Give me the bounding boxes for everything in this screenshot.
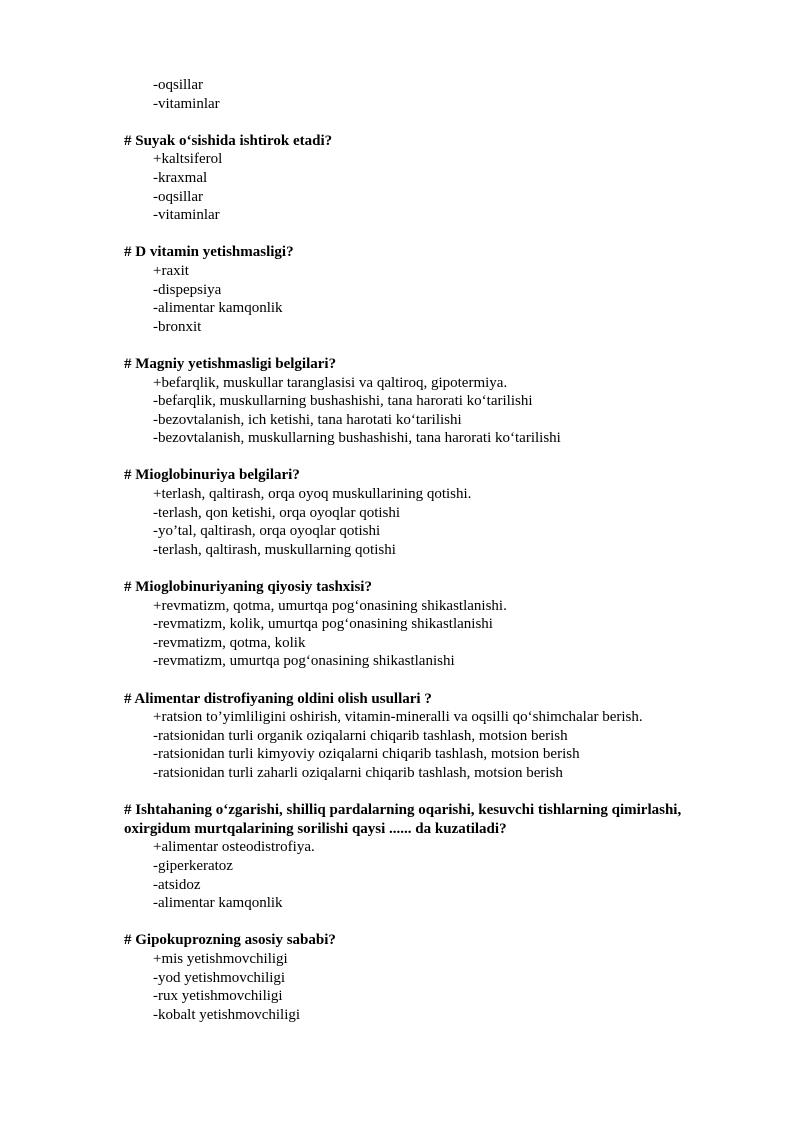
option: +raxit [153, 262, 189, 279]
spacer [124, 783, 744, 802]
question-block [124, 690, 744, 783]
document-page [124, 76, 744, 1024]
intro-options [124, 76, 744, 113]
option: -yod yetishmovchiligi [153, 969, 286, 986]
option: -revmatizm, qotma, kolik [153, 634, 306, 651]
option: -alimentar kamqonlik [153, 895, 283, 912]
option: -terlash, qaltirash, muskullarning qotishi [153, 541, 396, 558]
option: -revmatizm, umurtqa pog‘onasining shikastlanishi [153, 653, 455, 670]
spacer [124, 913, 744, 932]
question-block [124, 931, 744, 1024]
option: -yo’tal, qaltirash, orqa oyoqlar qotishi [153, 523, 381, 540]
option: +kaltsiferol [153, 151, 223, 168]
spacer [124, 225, 744, 244]
option: -ratsionidan turli kimyoviy oziqalarni chiqarib tashlash, motsion berish [153, 746, 580, 763]
question-block [124, 578, 744, 671]
option: -terlash, qon ketishi, orqa oyoqlar qotishi [153, 504, 401, 521]
question-text: # Ishtahaning o‘zgarishi, shilliq pardalarning oqarishi, kesuvchi tishlarning qimirlashi, oxirgidum murtqalarining sorilishi qaysi ...... da kuzatiladi? [124, 802, 682, 837]
spacer [124, 448, 744, 467]
question-text: # Mioglobinuriya belgilari? [124, 467, 300, 484]
question-text: # D vitamin yetishmasligi? [124, 244, 294, 261]
option: -oqsillar [153, 188, 203, 205]
question-text: # Suyak o‘sishida ishtirok etadi? [124, 132, 333, 149]
option: +befarqlik, muskullar taranglasisi va qaltiroq, gipotermiya. [153, 374, 508, 391]
question-block [124, 801, 744, 913]
option: -giperkeratoz [153, 857, 233, 874]
option: -oqsillar [153, 77, 203, 93]
question-block [124, 355, 744, 448]
spacer [124, 671, 744, 690]
option: -ratsionidan turli zaharli oziqalarni chiqarib tashlash, motsion berish [153, 764, 563, 781]
option: -vitaminlar [153, 207, 220, 224]
option: -ratsionidan turli organik oziqalarni chiqarib tashlash, motsion berish [153, 727, 568, 744]
option: +revmatizm, qotma, umurtqa pog‘onasining shikastlanishi. [153, 597, 507, 614]
option: -rux yetishmovchiligi [153, 988, 283, 1005]
option: +mis yetishmovchiligi [153, 950, 288, 967]
option: +alimentar osteodistrofiya. [153, 839, 315, 856]
option: -bezovtalanish, muskullarning bushashishi, tana harorati ko‘tarilishi [153, 430, 561, 447]
option: -dispepsiya [153, 281, 222, 298]
question-block [124, 243, 744, 336]
option: -revmatizm, kolik, umurtqa pog‘onasining shikastlanishi [153, 616, 493, 633]
option: -atsidoz [153, 876, 201, 893]
spacer [124, 336, 744, 355]
option: -kraxmal [153, 169, 208, 186]
option: -befarqlik, muskullarning bushashishi, tana harorati ko‘tarilishi [153, 393, 533, 410]
option: +ratsion to’yimliligini oshirish, vitamin-mineralli va oqsilli qo‘shimchalar berish. [153, 709, 643, 726]
question-text: # Mioglobinuriyaning qiyosiy tashxisi? [124, 579, 372, 596]
question-block [124, 132, 744, 225]
option: +terlash, qaltirash, orqa oyoq muskullarining qotishi. [153, 486, 472, 503]
option: -bronxit [153, 318, 202, 335]
option: -vitaminlar [153, 95, 220, 112]
question-text: # Magniy yetishmasligi belgilari? [124, 355, 337, 372]
question-text: # Gipokuprozning asosiy sababi? [124, 932, 336, 949]
question-text: # Alimentar distrofiyaning oldini olish usullari ? [124, 690, 432, 707]
question-block [124, 466, 744, 559]
spacer [124, 113, 744, 132]
option: -alimentar kamqonlik [153, 300, 283, 317]
option: -bezovtalanish, ich ketishi, tana harotati ko‘tarilishi [153, 411, 462, 428]
spacer [124, 559, 744, 578]
option: -kobalt yetishmovchiligi [153, 1006, 301, 1023]
